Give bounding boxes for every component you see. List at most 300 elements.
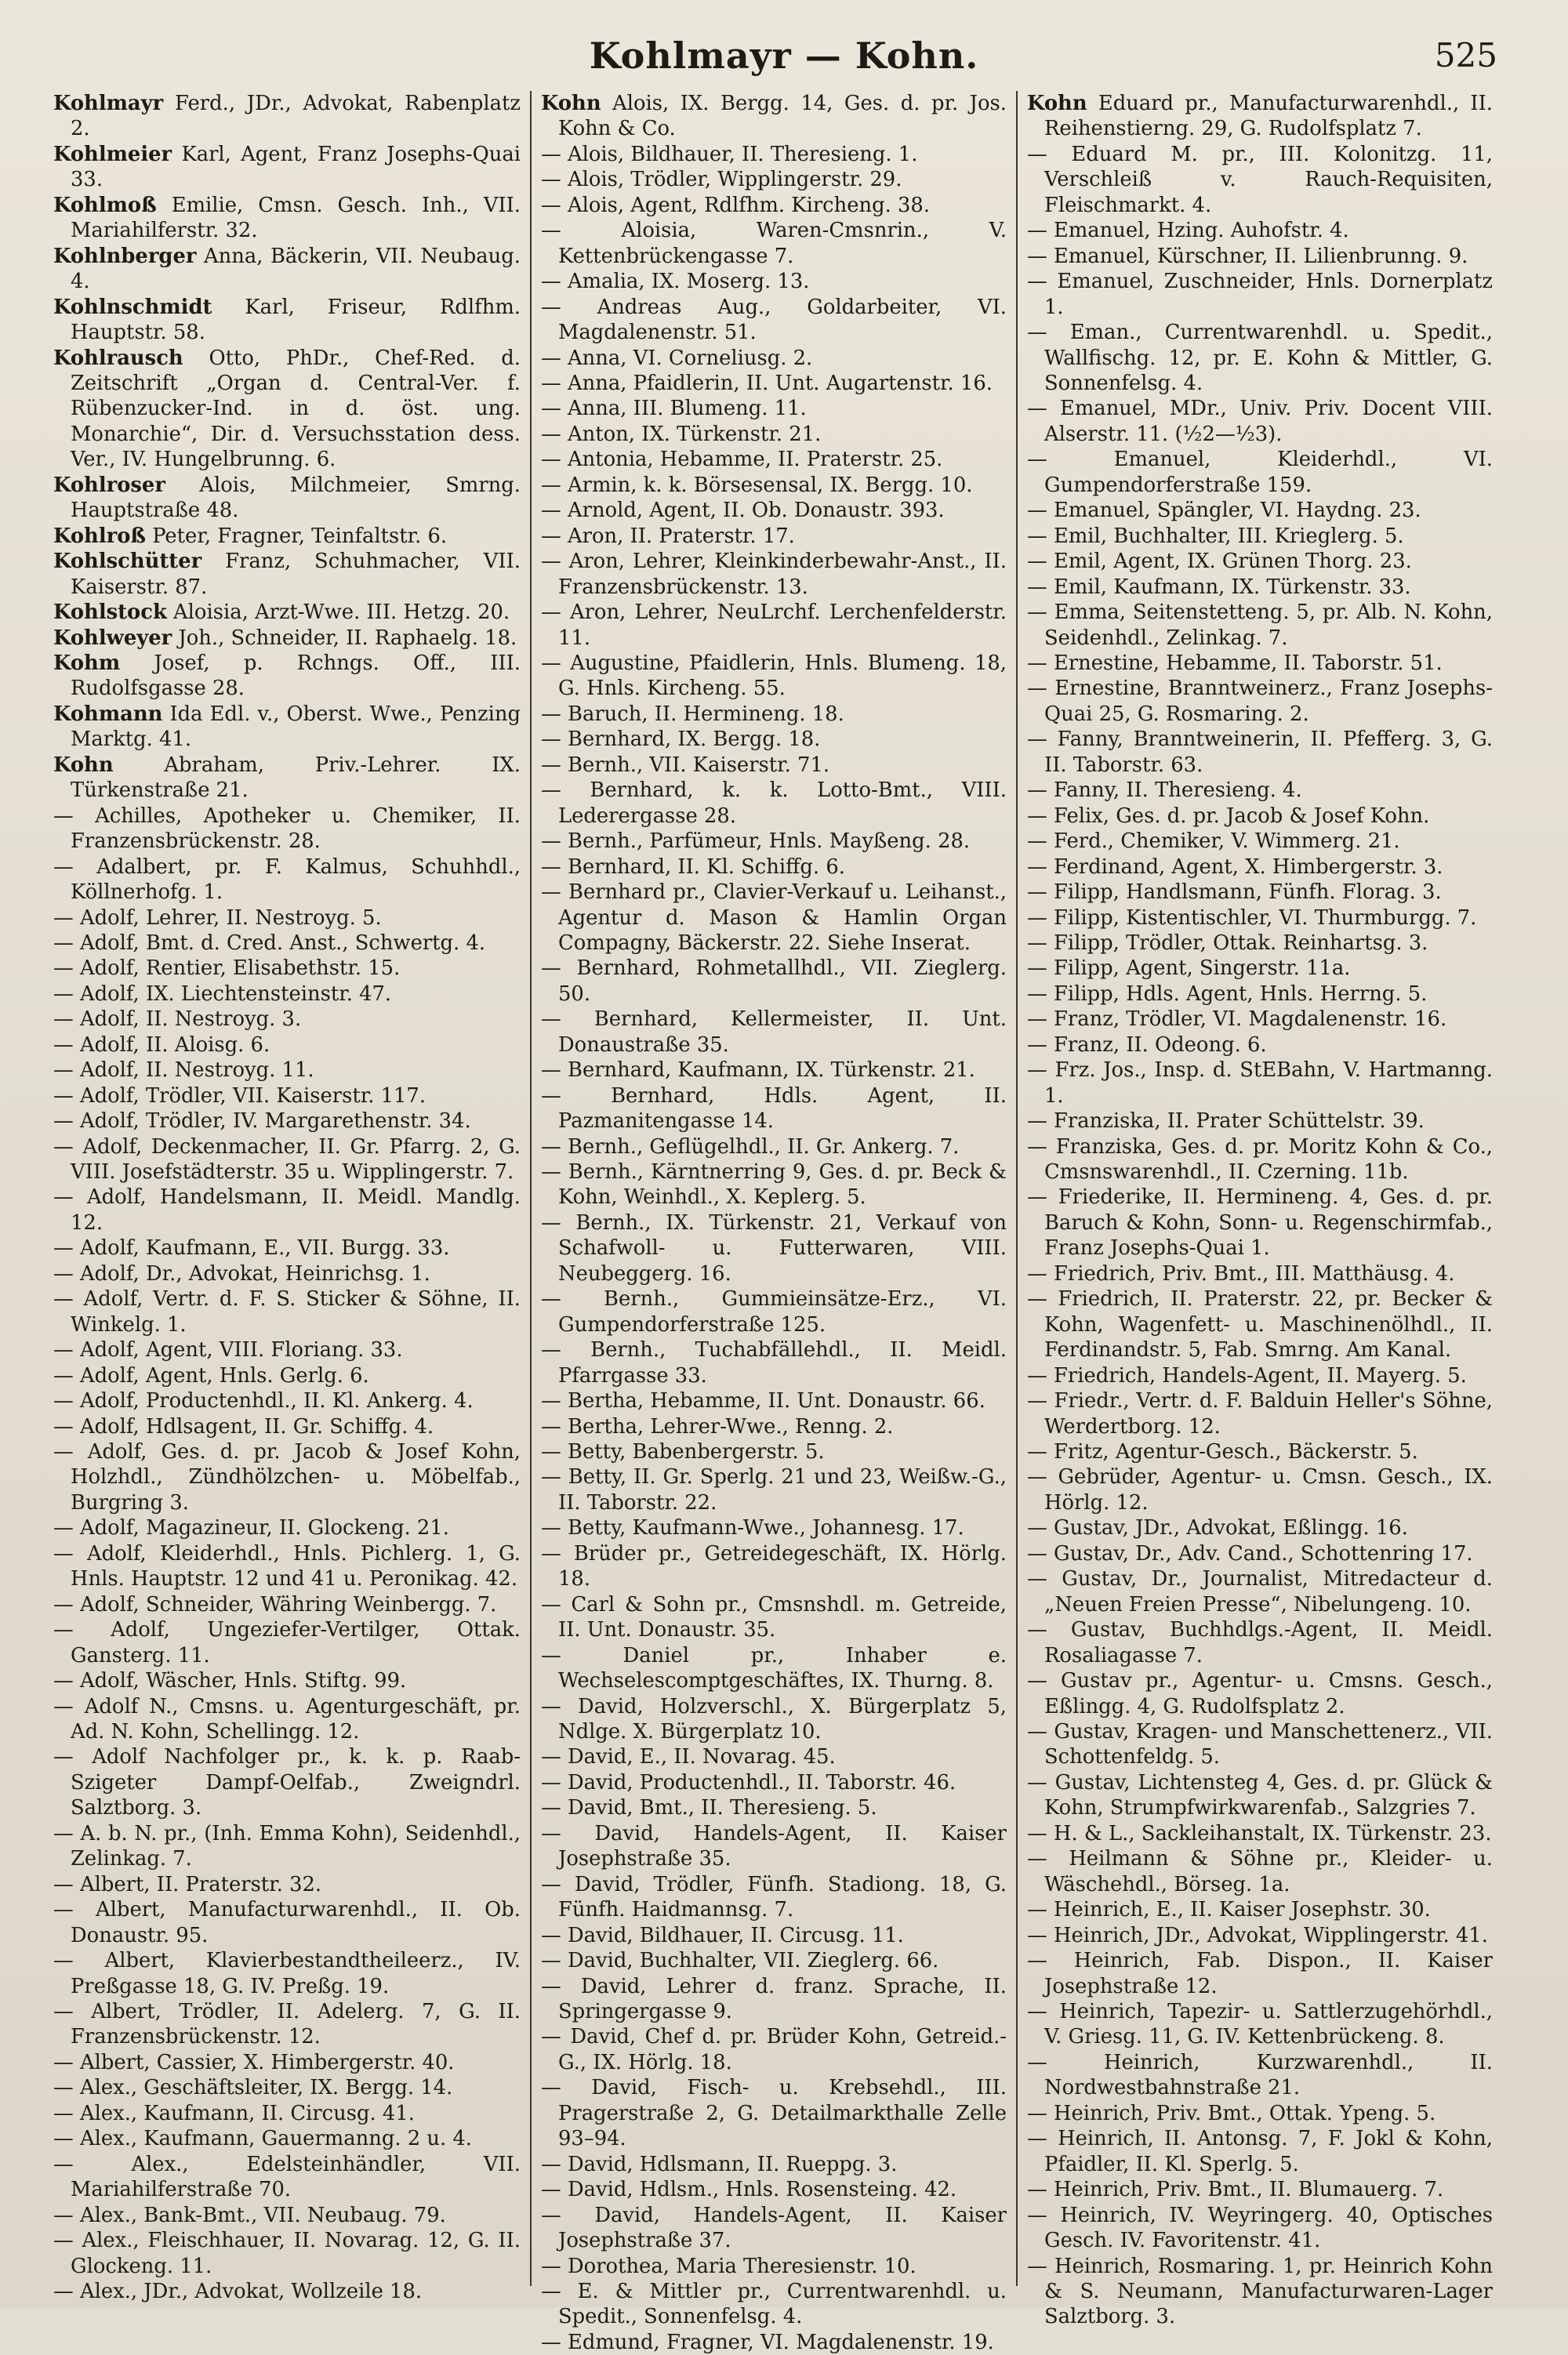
- entry-text: — Adolf Nachfolger pr., k. k. p. Raab-Szigeter Dampf-Oelfab., Zweigndrl. Salztborg. 3.: [53, 1745, 521, 1820]
- entry-text: — Ernestine, Hebamme, II. Taborstr. 51.: [1027, 651, 1443, 675]
- directory-entry: [541, 1974, 1007, 2025]
- entry-text: — Betty, II. Gr. Sperlg. 21 und 23, Weißw.-G., II. Taborstr. 22.: [541, 1465, 1007, 1515]
- directory-entry: [541, 2152, 1007, 2177]
- entry-text: — Eduard M. pr., III. Kolonitzg. 11, Verschleiß v. Rauch-Requisiten, Fleischmarkt. 4.: [1027, 142, 1493, 217]
- directory-entry: [1027, 1388, 1493, 1439]
- entry-text: — Emanuel, Spängler, VI. Haydng. 23.: [1027, 499, 1421, 523]
- directory-entry: [1027, 1464, 1493, 1515]
- directory-entry: [1027, 498, 1493, 523]
- directory-entry: [53, 1439, 521, 1515]
- entry-text: — Adolf, Agent, Hnls. Gerlg. 6.: [53, 1363, 369, 1388]
- entry-text: — Ferdinand, Agent, X. Himbergerstr. 3.: [1027, 855, 1443, 879]
- entry-text: — Heinrich, Kurzwarenhdl., II. Nordwestbahnstraße 21.: [1027, 2050, 1493, 2100]
- directory-entry: [1027, 1185, 1493, 1261]
- entry-headword: Kohlmeier: [53, 142, 172, 166]
- directory-entry: [1027, 2050, 1493, 2101]
- entry-text: — David, Bildhauer, II. Circusg. 11.: [541, 1923, 904, 1947]
- entry-text: — Adolf, Bmt. d. Cred. Anst., Schwertg. 4.: [53, 931, 486, 955]
- directory-entry: [1027, 1363, 1493, 1388]
- directory-entry: [1027, 1617, 1493, 1668]
- entry-text: — Emanuel, Kleiderhdl., VI. Gumpendorferstraße 159.: [1027, 448, 1493, 497]
- directory-entry: [541, 1007, 1007, 1058]
- entry-text: — Gustav, Lichtensteg 4, Ges. d. pr. Glück & Kohn, Strumpfwirkwarenfab., Salzgries 7.: [1027, 1770, 1493, 1820]
- entry-text: — David, E., II. Novarag. 45.: [541, 1745, 836, 1769]
- directory-entry: [541, 142, 1007, 167]
- entry-text: — Betty, Babenbergerstr. 5.: [541, 1440, 825, 1464]
- directory-entry: [1027, 1109, 1493, 1134]
- directory-entry: [1027, 2126, 1493, 2177]
- directory-entry: [541, 651, 1007, 702]
- directory-entry: [541, 1923, 1007, 1948]
- entry-text: — Emanuel, MDr., Univ. Priv. Docent VIII. Alserstr. 11. (½2—½3).: [1027, 397, 1493, 446]
- directory-entry: [1027, 1007, 1493, 1032]
- directory-entry: [53, 1668, 521, 1693]
- directory-entry: [53, 1261, 521, 1286]
- entry-text: Alois, IX. Bergg. 14, Ges. d. pr. Jos. Kohn & Co.: [558, 92, 1007, 141]
- entry-text: — Adolf, Productenhdl., II. Kl. Ankerg. 4.: [53, 1389, 474, 1413]
- entry-text: — Franziska, Ges. d. pr. Moritz Kohn & Co., Cmsnswarenhdl., II. Czerning. 11b.: [1027, 1134, 1493, 1185]
- entry-text: — Baruch, II. Hermineng. 18.: [541, 702, 844, 726]
- directory-entry: [1027, 931, 1493, 956]
- directory-entry: [541, 2024, 1007, 2075]
- directory-entry: [1027, 1439, 1493, 1464]
- directory-entry: [1027, 880, 1493, 905]
- entry-text: — Bernhard, IX. Bergg. 18.: [541, 728, 821, 752]
- directory-entry: [1027, 549, 1493, 574]
- directory-entry: [1027, 804, 1493, 829]
- entry-text: — Adolf, Handelsmann, II. Meidl. Mandlg. 12.: [53, 1185, 521, 1235]
- entry-text: Ida Edl. v., Oberst. Wwe., Penzing Marktg. 41.: [71, 702, 521, 752]
- entry-text: — David, Chef d. pr. Brüder Kohn, Getreid.-G., IX. Hörlg. 18.: [541, 2025, 1007, 2074]
- entry-text: — Anna, III. Blumeng. 11.: [541, 397, 807, 421]
- entry-text: — David, Handels-Agent, II. Kaiser Josephstraße 35.: [541, 1821, 1007, 1871]
- entry-text: — Heinrich, Rosmaring. 1, pr. Heinrich Kohn & S. Neumann, Manufacturwaren-Lager Salztborg. 3.: [1027, 2254, 1493, 2329]
- directory-entry: [541, 880, 1007, 956]
- directory-entry: [53, 1948, 521, 1999]
- entry-text: — Heinrich, Priv. Bmt., Ottak. Ypeng. 5.: [1027, 2101, 1436, 2125]
- directory-entry: [541, 778, 1007, 829]
- directory-entry: [53, 2228, 521, 2279]
- entry-text: Eduard pr., Manufacturwarenhdl., II. Reihenstierng. 29, G. Rudolfsplatz 7.: [1044, 92, 1493, 141]
- entry-text: — Alois, Trödler, Wipplingerstr. 29.: [541, 168, 902, 192]
- directory-entry: [1027, 91, 1493, 142]
- entry-text: — Heinrich, E., II. Kaiser Josephstr. 30.: [1027, 1898, 1431, 1922]
- directory-entry: [541, 1744, 1007, 1769]
- directory-entry: [1027, 1566, 1493, 1617]
- directory-entry: [1027, 447, 1493, 498]
- entry-text: — H. & L., Sackleihanstalt, IX. Türkenstr. 23.: [1027, 1821, 1492, 1845]
- entry-text: — Bernhard, II. Kl. Schiffg. 6.: [541, 855, 845, 879]
- entry-text: — Albert, Cassier, X. Himbergerstr. 40.: [53, 2050, 455, 2074]
- entry-text: — A. b. N. pr., (Inh. Emma Kohn), Seidenhdl., Zelinkag. 7.: [53, 1821, 521, 1871]
- entry-text: — David, Trödler, Fünfh. Stadiong. 18, G. Fünfh. Haidmannsg. 7.: [541, 1872, 1007, 1922]
- directory-entry: [1027, 575, 1493, 600]
- entry-text: — Felix, Ges. d. pr. Jacob & Josef Kohn.: [1027, 804, 1430, 828]
- entry-text: — Emma, Seitenstetteng. 5, pr. Alb. N. Kohn, Seidenhdl., Zelinkag. 7.: [1027, 601, 1493, 650]
- entry-text: — Alex., Bank-Bmt., VII. Neubaug. 79.: [53, 2203, 446, 2227]
- entry-text: — David, Buchhalter, VII. Zieglerg. 66.: [541, 1949, 939, 1973]
- directory-entry: [1027, 2203, 1493, 2254]
- entry-text: Alois, Milchmeier, Smrng. Hauptstraße 48.: [71, 473, 521, 523]
- entry-headword: Kohlweyer: [53, 626, 172, 650]
- entry-text: — David, Bmt., II. Theresieng. 5.: [541, 1796, 877, 1820]
- entry-text: — Daniel pr., Inhaber e. Wechselescomptgeschäftes, IX. Thurng. 8.: [541, 1643, 1007, 1693]
- entry-headword: Kohlstock: [53, 601, 167, 625]
- directory-entry: [1027, 1821, 1493, 1846]
- directory-entry: [541, 1286, 1007, 1337]
- directory-entry: [53, 1694, 521, 1745]
- directory-entry: [53, 2203, 521, 2228]
- entry-text: — Adolf, Vertr. d. F. S. Sticker & Söhne, II. Winkelg. 1.: [53, 1287, 521, 1337]
- entry-text: — Bernh., Parfümeur, Hnls. Mayßeng. 28.: [541, 829, 971, 854]
- directory-entry: [53, 1007, 521, 1032]
- entry-text: — Adalbert, pr. F. Kalmus, Schuhhdl., Köllnerhofg. 1.: [53, 855, 521, 905]
- directory-entry: [1027, 1541, 1493, 1566]
- directory-entry: [53, 2050, 521, 2075]
- directory-entry: [53, 1286, 521, 1337]
- entry-text: — Adolf, Ungeziefer-Vertilger, Ottak. Gansterg. 11.: [53, 1618, 521, 1667]
- entry-text: — Emanuel, Kürschner, II. Lilienbrunng. 9.: [1027, 244, 1468, 268]
- entry-text: — Adolf, IX. Liechtensteinstr. 47.: [53, 982, 392, 1006]
- entry-text: — Alex., Geschäftsleiter, IX. Bergg. 14.: [53, 2076, 453, 2100]
- entry-text: — Bernh., IX. Türkenstr. 21, Verkauf von Schafwoll- u. Futterwaren, VIII. Neubeggerg. 16.: [541, 1210, 1007, 1286]
- directory-entry: [541, 549, 1007, 600]
- entry-text: — Heinrich, Tapezir- u. Sattlerzugehörhdl., V. Griesg. 11, G. IV. Kettenbrückeng. 8.: [1027, 1999, 1493, 2049]
- directory-entry: [53, 804, 521, 855]
- directory-entry: [1027, 1058, 1493, 1109]
- entry-text: — Heilmann & Söhne pr., Kleider- u. Wäschehdl., Börseg. 1a.: [1027, 1847, 1493, 1896]
- directory-entry: [541, 295, 1007, 346]
- entry-text: — Gustav pr., Agentur- u. Cmsns. Gesch., Eßlingg. 4, G. Rudolfsplatz 2.: [1027, 1669, 1493, 1718]
- directory-entry: [541, 346, 1007, 371]
- entry-text: Aloisia, Arzt-Wwe. III. Hetzg. 20.: [173, 601, 510, 625]
- directory-entry: [1027, 1515, 1493, 1540]
- directory-entry: [1027, 982, 1493, 1007]
- directory-entry: [541, 1795, 1007, 1820]
- entry-text: — Filipp, Hdls. Agent, Hnls. Herrng. 5.: [1027, 982, 1428, 1006]
- entry-headword: Kohmann: [53, 702, 163, 726]
- directory-entry: [53, 1592, 521, 1617]
- entry-text: Peter, Fragner, Teinfaltstr. 6.: [152, 524, 448, 548]
- directory-entry: [541, 1439, 1007, 1464]
- entry-text: — Bernhard, Kellermeister, II. Unt. Donaustraße 35.: [541, 1007, 1007, 1057]
- entry-text: Karl, Friseur, Rdlfhm. Hauptstr. 58.: [71, 295, 521, 345]
- entry-text: — Adolf, Trödler, IV. Margarethenstr. 34.: [53, 1109, 471, 1134]
- entry-text: — Betty, Kaufmann-Wwe., Johannesg. 17.: [541, 1516, 964, 1540]
- entry-text: — Gustav, Buchhdlgs.-Agent, II. Meidl. Rosaliagasse 7.: [1027, 1618, 1493, 1667]
- entry-text: — E. & Mittler pr., Currentwarenhdl. u. Spedit., Sonnenfelsg. 4.: [541, 2279, 1007, 2329]
- entry-text: — Adolf N., Cmsns. u. Agenturgeschäft, pr. Ad. N. Kohn, Schellingg. 12.: [53, 1694, 521, 1744]
- entry-text: Anna, Bäckerin, VII. Neubaug. 4.: [71, 244, 521, 294]
- entry-headword: Kohlnberger: [53, 244, 197, 268]
- directory-entry: [541, 91, 1007, 142]
- directory-entry: [541, 1134, 1007, 1159]
- directory-entry: [53, 1515, 521, 1540]
- entry-text: — Albert, Klavierbestandtheileerz., IV. Preßgasse 18, G. IV. Preßg. 19.: [53, 1949, 521, 1998]
- entry-text: — Adolf, Hdlsagent, II. Gr. Schiffg. 4.: [53, 1414, 434, 1439]
- entry-text: — Bernh., Tuchabfällehdl., II. Meidl. Pfarrgasse 33.: [541, 1338, 1007, 1388]
- entry-text: Emilie, Cmsn. Gesch. Inh., VII. Mariahilferstr. 32.: [71, 193, 521, 243]
- entry-text: — Adolf, Dr., Advokat, Heinrichsg. 1.: [53, 1261, 430, 1286]
- entry-text: — Adolf, Magazineur, II. Glockeng. 21.: [53, 1516, 449, 1540]
- entry-text: — Aloisia, Waren-Cmsnrin., V. Kettenbrückengasse 7.: [541, 219, 1007, 268]
- directory-entry: [53, 1999, 521, 2050]
- directory-entry: [53, 1032, 521, 1058]
- directory-entry: [541, 498, 1007, 523]
- directory-entry: [53, 473, 521, 524]
- entry-headword: Kohlmoß: [53, 193, 157, 217]
- directory-entry: [541, 727, 1007, 752]
- directory-entry: [1027, 905, 1493, 931]
- entry-text: — Bernhard pr., Clavier-Verkauf u. Leihanst., Agentur d. Mason & Hamlin Organ Compagny, Bäckerstr. 22. Siehe Inserat.: [541, 880, 1007, 955]
- entry-text: — Anton, IX. Türkenstr. 21.: [541, 422, 822, 446]
- entry-text: — Alex., Fleischhauer, II. Novarag. 12, G. II. Glockeng. 11.: [53, 2229, 521, 2278]
- entry-text: — Bernhard, Rohmetallhdl., VII. Zieglerg. 50.: [541, 956, 1007, 1006]
- entry-text: Otto, PhDr., Chef-Red. d. Zeitschrift „Organ d. Central-Ver. f. Rübenzucker-Ind. in d. öst. ung. Monarchie“, Dir. d. Versuchsstation dess. Ver., IV. Hungelbrunng. 6.: [71, 346, 521, 472]
- directory-entry: [1027, 1032, 1493, 1058]
- directory-entry: [53, 1109, 521, 1134]
- entry-headword: Kohlrausch: [53, 346, 183, 370]
- entry-headword: Kohn: [53, 753, 114, 777]
- directory-entry: [541, 422, 1007, 447]
- page-number: 525: [1434, 36, 1497, 74]
- directory-entry: [1027, 1134, 1493, 1185]
- directory-entry: [541, 702, 1007, 727]
- directory-entry: [541, 1821, 1007, 1872]
- entry-text: — Gustav, JDr., Advokat, Eßlingg. 16.: [1027, 1516, 1408, 1540]
- entry-text: — Adolf, Wäscher, Hnls. Stiftg. 99.: [53, 1669, 407, 1693]
- entry-text: — Augustine, Pfaidlerin, Hnls. Blumeng. 18, G. Hnls. Kircheng. 55.: [541, 651, 1007, 701]
- directory-entry: [1027, 1261, 1493, 1286]
- entry-text: — Bertha, Lehrer-Wwe., Renng. 2.: [541, 1414, 894, 1439]
- directory-entry: [541, 1083, 1007, 1134]
- entry-text: — Albert, Trödler, II. Adelerg. 7, G. II. Franzensbrückenstr. 12.: [53, 1999, 521, 2049]
- directory-entry: [1027, 1897, 1493, 1922]
- entry-text: — Bernh., Gummieinsätze-Erz., VI. Gumpendorferstraße 125.: [541, 1287, 1007, 1337]
- entry-text: — Bernhard, k. k. Lotto-Bmt., VIII. Lederergasse 28.: [541, 778, 1007, 828]
- entry-text: — Arnold, Agent, II. Ob. Donaustr. 393.: [541, 499, 945, 523]
- directory-entry: [541, 218, 1007, 269]
- entry-text: — Franz, II. Odeong. 6.: [1027, 1032, 1267, 1057]
- entry-text: — Heinrich, Priv. Bmt., II. Blumauerg. 7.: [1027, 2178, 1444, 2202]
- directory-entry: [1027, 2101, 1493, 2126]
- entry-text: — Heinrich, II. Antonsg. 7, F. Jokl & Kohn, Pfaidler, II. Kl. Sperlg. 5.: [1027, 2127, 1493, 2176]
- entry-text: Franz, Schuhmacher, VII. Kaiserstr. 87.: [71, 550, 521, 599]
- directory-entry: [53, 524, 521, 549]
- entry-headword: Kohm: [53, 651, 121, 675]
- entry-text: — Adolf, II. Nestroyg. 3.: [53, 1007, 302, 1032]
- entry-text: — Adolf, Kleiderhdl., Hnls. Pichlerg. 1, G. Hnls. Hauptstr. 12 und 41 u. Peronikag. 42.: [53, 1541, 521, 1591]
- directory-entry: [53, 142, 521, 193]
- directory-entry: [53, 2075, 521, 2100]
- entry-headword: Kohlroser: [53, 473, 165, 497]
- directory-entry: [541, 1414, 1007, 1439]
- entry-text: — Emil, Buchhalter, III. Krieglerg. 5.: [1027, 524, 1404, 548]
- entry-text: — Alex., JDr., Advokat, Wollzeile 18.: [53, 2279, 423, 2303]
- entry-text: — Edmund, Fragner, VI. Magdalenenstr. 19.: [541, 2330, 994, 2354]
- directory-entry: [53, 905, 521, 931]
- entry-text: — Armin, k. k. Börsesensal, IX. Bergg. 10.: [541, 473, 973, 497]
- entry-text: — David, Fisch- u. Krebsehdl., III. Pragerstraße 2, G. Detailmarkthalle Zelle 93–94.: [541, 2076, 1007, 2151]
- directory-entry: [53, 651, 521, 702]
- entry-text: — Franziska, II. Prater Schüttelstr. 39.: [1027, 1109, 1425, 1134]
- directory-entry: [53, 193, 521, 244]
- directory-entry: [53, 1897, 521, 1948]
- directory-entry: [1027, 727, 1493, 778]
- directory-entry: [541, 1872, 1007, 1923]
- directory-entry: [53, 626, 521, 651]
- entry-text: Ferd., JDr., Advokat, Rabenplatz 2.: [71, 92, 521, 141]
- entry-headword: Kohlmayr: [53, 92, 164, 115]
- entry-text: — Bernh., Kärntnerring 9, Ges. d. pr. Beck & Kohn, Weinhdl., X. Keplerg. 5.: [541, 1160, 1007, 1210]
- directory-entry: [541, 2330, 1007, 2355]
- directory-entry: [541, 1770, 1007, 1795]
- entry-text: Joh., Schneider, II. Raphaelg. 18.: [178, 626, 517, 650]
- entry-text: — Antonia, Hebamme, II. Praterstr. 25.: [541, 448, 943, 472]
- entry-text: — Adolf, Agent, VIII. Floriang. 33.: [53, 1338, 403, 1363]
- entry-text: — David, Productenhdl., II. Taborstr. 46.: [541, 1770, 956, 1794]
- directory-entry: [1027, 1719, 1493, 1770]
- column-right: [1016, 91, 1502, 2329]
- entry-text: — Adolf, II. Nestroyg. 11.: [53, 1058, 314, 1083]
- directory-entry: [541, 2075, 1007, 2151]
- entry-text: — Emil, Agent, IX. Grünen Thorg. 23.: [1027, 550, 1412, 574]
- directory-entry: [1027, 829, 1493, 854]
- entry-text: — Gebrüder, Agentur- u. Cmsn. Gesch., IX. Hörlg. 12.: [1027, 1465, 1493, 1515]
- directory-entry: [1027, 320, 1493, 396]
- entry-text: — Carl & Sohn pr., Cmsnshdl. m. Getreide, II. Unt. Donaustr. 35.: [541, 1592, 1007, 1642]
- directory-entry: [541, 1464, 1007, 1515]
- entry-text: — Adolf, II. Aloisg. 6.: [53, 1032, 270, 1057]
- entry-text: — Emil, Kaufmann, IX. Türkenstr. 33.: [1027, 575, 1411, 599]
- directory-entry: [53, 1388, 521, 1413]
- entry-text: — Adolf, Kaufmann, E., VII. Burgg. 33.: [53, 1236, 450, 1261]
- directory-entry: [53, 1083, 521, 1109]
- directory-entry: [541, 1541, 1007, 1592]
- entry-text: — Brüder pr., Getreidegeschäft, IX. Hörlg. 18.: [541, 1541, 1007, 1591]
- entry-text: — Fanny, Branntweinerin, II. Pfefferg. 3, G. II. Taborstr. 63.: [1027, 728, 1493, 777]
- entry-text: — Alex., Edelsteinhändler, VII. Mariahilferstraße 70.: [53, 2152, 521, 2202]
- directory-entry: [53, 244, 521, 295]
- directory-entry: [1027, 2177, 1493, 2202]
- directory-entry: [1027, 778, 1493, 803]
- directory-entry: [53, 1821, 521, 1872]
- entry-text: — Franz, Trödler, VI. Magdalenenstr. 16.: [1027, 1007, 1447, 1032]
- directory-entry: [1027, 1286, 1493, 1363]
- entry-text: — Fanny, II. Theresieng. 4.: [1027, 778, 1302, 803]
- directory-entry: [541, 1388, 1007, 1413]
- entry-text: — Aron, Lehrer, NeuLrchf. Lerchenfelderstr. 11.: [541, 601, 1007, 650]
- directory-entry: [541, 473, 1007, 498]
- entry-text: — Bernhard, Kaufmann, IX. Türkenstr. 21.: [541, 1058, 975, 1083]
- directory-entry: [53, 295, 521, 346]
- entry-text: — Adolf, Deckenmacher, II. Gr. Pfarrg. 2, G. VIII. Josefstädterstr. 35 u. Wipplingerstr. 7.: [53, 1134, 521, 1185]
- directory-entry: [53, 1134, 521, 1185]
- directory-entry: [541, 447, 1007, 472]
- directory-entry: [541, 753, 1007, 778]
- entry-text: — Friedrich, II. Praterstr. 22, pr. Becker & Kohn, Wagenfett- u. Maschinenölhdl., II. Ferdinandstr. 5, Fab. Smrng. Am Kanal.: [1027, 1287, 1493, 1363]
- entry-text: — Bernh., VII. Kaiserstr. 71.: [541, 753, 830, 777]
- directory-entry: [53, 1617, 521, 1668]
- directory-entry: [53, 1414, 521, 1439]
- entry-text: — Bernh., Geflügelhdl., II. Gr. Ankerg. 7.: [541, 1134, 960, 1159]
- directory-entry: [53, 1872, 521, 1897]
- directory-entry: [1027, 142, 1493, 218]
- directory-entry: [541, 167, 1007, 192]
- directory-entry: [541, 1159, 1007, 1210]
- entry-text: — Bernhard, Hdls. Agent, II. Pazmanitengasse 14.: [541, 1083, 1007, 1134]
- directory-entry: [1027, 1668, 1493, 1719]
- entry-text: — Friedr., Vertr. d. F. Balduin Heller's Söhne, Werdertborg. 12.: [1027, 1389, 1493, 1439]
- entry-text: Abraham, Priv.-Lehrer. IX. Türkenstraße 21.: [71, 753, 521, 803]
- directory-entry: [53, 549, 521, 600]
- directory-entry: [53, 1236, 521, 1261]
- directory-entry: [53, 1744, 521, 1820]
- entry-text: — Filipp, Kistentischler, VI. Thurmburgg. 7.: [1027, 905, 1477, 930]
- entry-text: — Filipp, Trödler, Ottak. Reinhartsg. 3.: [1027, 931, 1428, 955]
- directory-entry: [53, 346, 521, 473]
- directory-entry: [53, 1337, 521, 1363]
- entry-text: — Eman., Currentwarenhdl. u. Spedit., Wallfischg. 12, pr. E. Kohn & Mittler, G. Sonnenfelsg. 4.: [1027, 321, 1493, 395]
- entry-text: — Anna, VI. Corneliusg. 2.: [541, 346, 813, 370]
- directory-entry: [1027, 1923, 1493, 1948]
- directory-columns: [44, 91, 1518, 2354]
- entry-text: — Amalia, IX. Moserg. 13.: [541, 270, 810, 294]
- directory-entry: [1027, 676, 1493, 727]
- directory-entry: [541, 2177, 1007, 2202]
- directory-entry: [541, 371, 1007, 396]
- directory-entry: [1027, 2254, 1493, 2330]
- entry-text: — Ferd., Chemiker, V. Wimmerg. 21.: [1027, 829, 1400, 854]
- directory-entry: [541, 600, 1007, 651]
- directory-entry: [541, 1694, 1007, 1745]
- directory-entry: [53, 931, 521, 956]
- directory-entry: [541, 1515, 1007, 1540]
- directory-entry: [541, 1058, 1007, 1083]
- entry-text: — Alois, Agent, Rdlfhm. Kircheng. 38.: [541, 193, 931, 217]
- entry-text: — Heinrich, JDr., Advokat, Wipplingerstr. 41.: [1027, 1923, 1488, 1947]
- directory-entry: [53, 2101, 521, 2126]
- directory-entry: [53, 1185, 521, 1236]
- directory-entry: [1027, 956, 1493, 981]
- entry-text: — Adolf, Trödler, VII. Kaiserstr. 117.: [53, 1083, 426, 1108]
- page-header: [0, 34, 1568, 82]
- entry-text: — Fritz, Agentur-Gesch., Bäckerstr. 5.: [1027, 1440, 1418, 1464]
- directory-entry: [53, 982, 521, 1007]
- directory-entry: [541, 956, 1007, 1007]
- entry-text: — Alex., Kaufmann, II. Circusg. 41.: [53, 2101, 415, 2125]
- directory-entry: [53, 1363, 521, 1388]
- directory-entry: [541, 1592, 1007, 1643]
- entry-headword: Kohn: [541, 92, 601, 115]
- directory-entry: [541, 2203, 1007, 2254]
- directory-entry: [1027, 855, 1493, 880]
- directory-entry: [1027, 269, 1493, 320]
- directory-entry: [53, 1058, 521, 1083]
- entry-text: — Alex., Kaufmann, Gauermanng. 2 u. 4.: [53, 2127, 473, 2151]
- directory-entry: [1027, 218, 1493, 243]
- entry-text: — Filipp, Agent, Singerstr. 11a.: [1027, 956, 1351, 981]
- directory-entry: [1027, 600, 1493, 651]
- entry-text: — David, Lehrer d. franz. Sprache, II. Springergasse 9.: [541, 1974, 1007, 2023]
- directory-entry: [53, 1541, 521, 1592]
- directory-entry: [541, 1948, 1007, 1973]
- directory-entry: [541, 396, 1007, 421]
- directory-entry: [53, 2279, 521, 2304]
- entry-text: — Aron, II. Praterstr. 17.: [541, 524, 795, 548]
- directory-entry: [541, 2254, 1007, 2279]
- directory-entry: [53, 600, 521, 625]
